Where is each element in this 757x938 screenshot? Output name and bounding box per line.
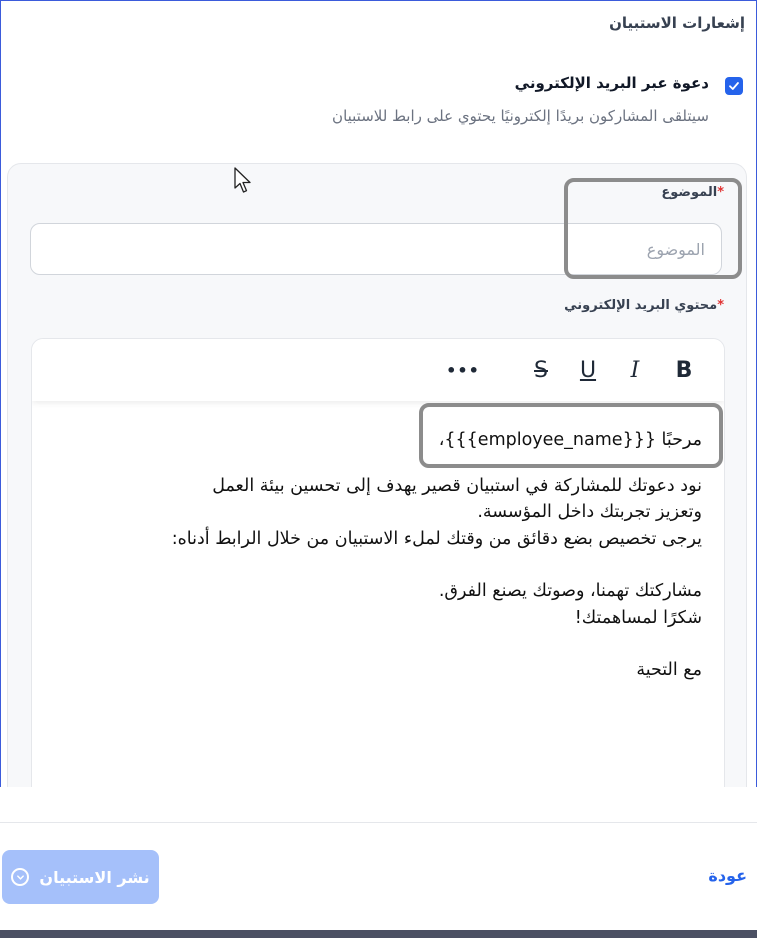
body-line: نود دعوتك للمشاركة في استبيان قصير يهدف إلى تحسين بيئة العمل <box>212 475 702 496</box>
bold-button[interactable]: B <box>675 357 693 383</box>
editor-toolbar <box>32 339 724 401</box>
chevron-down-circle-icon <box>11 868 29 886</box>
required-mark: * <box>717 185 724 200</box>
required-mark: * <box>717 298 724 313</box>
email-content-label <box>564 298 724 313</box>
closing-line: مع التحية <box>636 660 702 680</box>
strikethrough-button[interactable]: S <box>534 357 548 383</box>
window-bottom-bar <box>0 930 757 938</box>
body-line: شكرًا لمساهمتك! <box>574 607 702 628</box>
subject-input[interactable] <box>30 223 722 275</box>
greeting-line: مرحبًا {{{employee_name}}}، <box>438 430 702 450</box>
body-line: وتعزيز تجربتك داخل المؤسسة. <box>477 502 702 522</box>
footer-divider <box>0 822 757 823</box>
subject-label <box>661 185 724 200</box>
publish-survey-button[interactable] <box>2 850 159 904</box>
email-content-editor[interactable] <box>31 338 725 810</box>
back-link[interactable]: عودة <box>708 866 747 885</box>
italic-button[interactable]: I <box>630 357 640 383</box>
check-icon <box>728 80 740 92</box>
email-invite-description: سيتلقى المشاركون بريدًا إلكترونيًا يحتوي على رابط للاستبيان <box>332 107 709 125</box>
email-content-label-text: محتوي البريد الإلكتروني <box>564 298 718 313</box>
body-line: مشاركتك تهمنا، وصوتك يصنع الفرق. <box>438 581 702 601</box>
subject-label-text: الموضوع <box>661 185 718 200</box>
email-body-text[interactable] <box>62 427 702 684</box>
underline-button[interactable]: U <box>579 357 597 383</box>
section-title: إشعارات الاستبيان <box>609 14 745 32</box>
email-invite-checkbox[interactable] <box>725 77 743 95</box>
publish-label: نشر الاستبيان <box>39 867 150 887</box>
body-line: يرجى تخصيص بضع دقائق من وقتك لملء الاستبيان من خلال الرابط أدناه: <box>171 528 702 549</box>
mouse-cursor-icon <box>234 167 254 195</box>
email-invite-label[interactable]: دعوة عبر البريد الإلكتروني <box>514 74 709 92</box>
more-options-button[interactable]: ••• <box>446 360 480 380</box>
